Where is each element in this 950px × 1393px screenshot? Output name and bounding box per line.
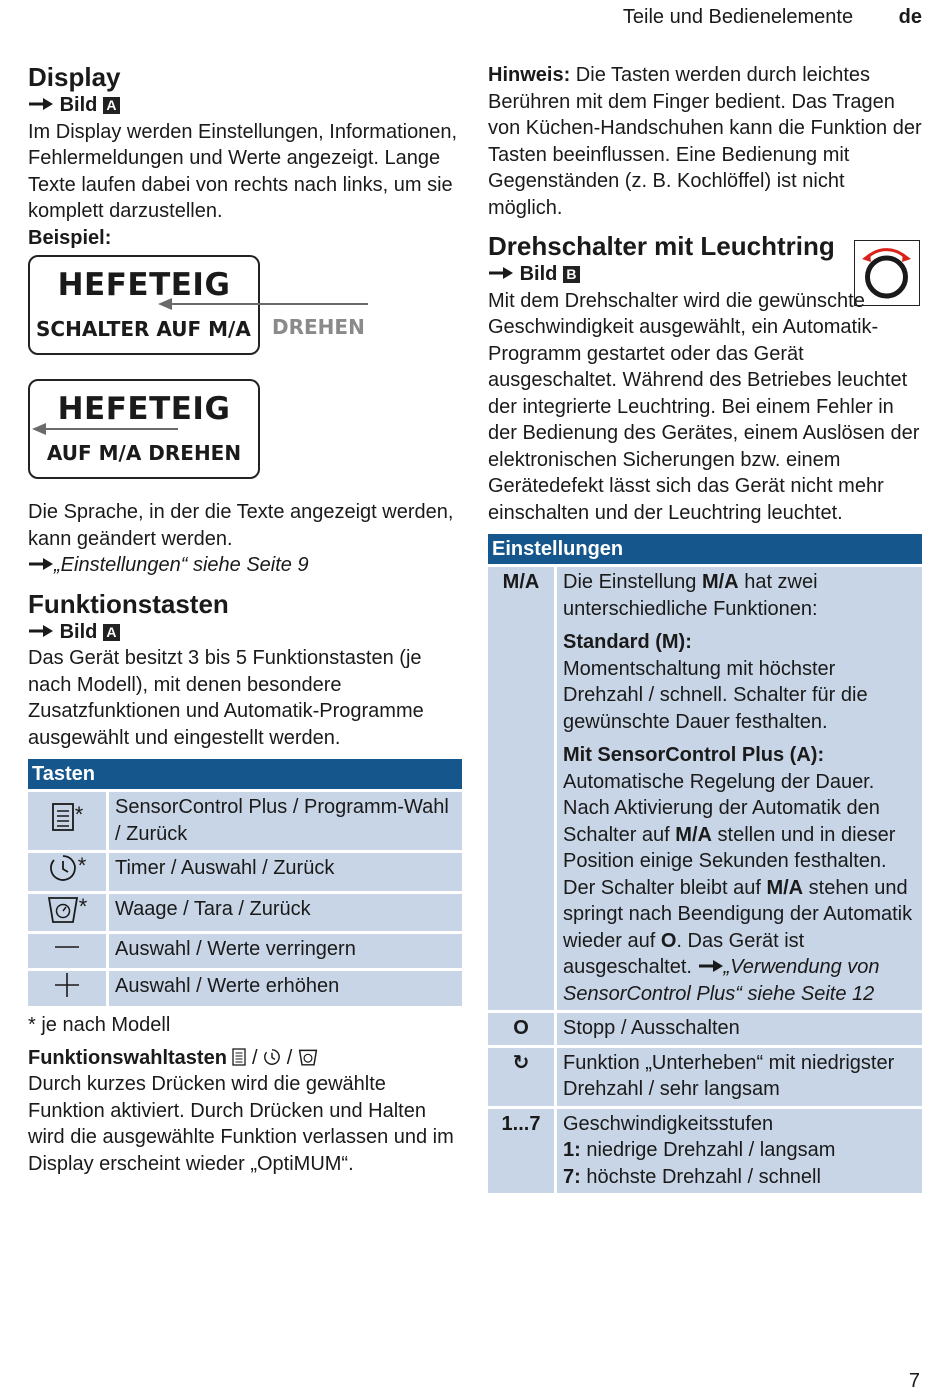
- figure-word: Bild: [519, 263, 558, 285]
- settings-ref-text: „Einstellungen“ siehe Seite 9: [54, 554, 309, 576]
- hinweis-label: Hinweis:: [488, 64, 571, 86]
- figure-letter-badge: A: [103, 624, 120, 641]
- display-line-2: SCHALTER AUF M/A: [36, 317, 251, 341]
- scroll-left-arrow-icon: [32, 422, 178, 436]
- key-icon-cell: [28, 969, 108, 1006]
- icon-separator: /: [286, 1046, 293, 1069]
- key-icon-cell: [28, 852, 108, 893]
- figure-letter-badge: B: [563, 266, 580, 283]
- rotary-knob-icon: [854, 240, 920, 306]
- arrow-right-icon: [28, 624, 54, 638]
- display-line-1: HEFETEIG: [57, 267, 231, 303]
- plus-icon: [53, 971, 81, 999]
- ma-intro: Die Einstellung M/A hat zwei unterschiedliche Funktionen:: [563, 571, 818, 620]
- model-star: *: [74, 802, 84, 828]
- tasten-table: [28, 759, 462, 1006]
- display-heading: Display: [28, 62, 121, 92]
- figure-word: Bild: [59, 620, 98, 643]
- key-label: Auswahl / Werte erhöhen: [108, 969, 463, 1006]
- arrow-right-icon: [698, 959, 724, 973]
- display-example-1: [28, 251, 462, 375]
- scale-icon: [47, 894, 79, 924]
- display-text: Im Display werden Einstellungen, Informationen, Fehlermeldungen und Werte angezeigt. Lange Texte laufen dabei von rechts nach links, um sie komplett darzustellen.: [28, 120, 458, 222]
- off-symbol: O: [660, 929, 677, 952]
- standard-heading: Standard (M):: [563, 631, 692, 653]
- setting-description: Stopp / Ausschalten: [556, 1012, 923, 1047]
- funktionswahl-text: Durch kurzes Drücken wird die gewählte Funktion aktiviert. Durch Drücken und Halten wird die ausgewählte Funktion verlassen und im Display erscheint wieder „OptiMUM“.: [28, 1073, 454, 1175]
- right-column: [488, 62, 922, 1193]
- display-example-2: [28, 375, 462, 499]
- funktionstasten-figure-ref: [28, 619, 462, 646]
- funktionswahl-heading-line: [28, 1045, 462, 1072]
- setting-description: Funktion „Unterheben“ mit niedrigster Drehzahl / sehr langsam: [556, 1046, 923, 1107]
- key-icon-cell: [28, 892, 108, 933]
- arrow-right-icon: [488, 266, 514, 280]
- tasten-table-title: Tasten: [28, 759, 462, 789]
- table-row: [28, 969, 462, 1006]
- setting-key: O: [488, 1012, 556, 1047]
- table-row: [28, 852, 462, 893]
- settings-ref: [28, 552, 462, 579]
- scrolled-out-text: DREHEN: [272, 315, 365, 339]
- page-number: 7: [908, 1370, 920, 1392]
- setting-key: 1...7: [488, 1107, 556, 1193]
- example-label: Beispiel:: [28, 226, 112, 249]
- funktionstasten-heading: Funktionstasten: [28, 588, 229, 619]
- funktionstasten-text: Das Gerät besitzt 3 bis 5 Funktionstasten (je nach Modell), mit denen besondere Zusatzfunktionen und Automatik-Programme ausgewählt und eingestellt werden.: [28, 647, 424, 749]
- key-label: Waage / Tara / Zurück: [108, 892, 463, 933]
- model-footnote: * je nach Modell: [28, 1014, 171, 1036]
- funktionswahl-heading: Funktionswahltasten: [28, 1046, 227, 1069]
- sensorcontrol-heading: Mit SensorControl Plus (A):: [563, 744, 825, 766]
- einstellungen-table: [488, 534, 922, 1193]
- drehschalter-heading: Drehschalter mit Leuchtring: [488, 231, 835, 261]
- key-label: SensorControl Plus / Programm-Wahl / Zurück: [108, 791, 463, 852]
- timer-icon: [48, 853, 78, 883]
- scroll-left-arrow-icon: [158, 297, 370, 311]
- setting-key: M/A: [488, 566, 556, 1012]
- program-icon: [51, 802, 75, 832]
- setting-description: [556, 566, 923, 1012]
- icon-separator: /: [252, 1046, 258, 1069]
- left-column: [28, 62, 462, 1177]
- table-row: [488, 1046, 922, 1107]
- key-icon-cell: [28, 933, 108, 970]
- minus-icon: [53, 934, 81, 960]
- timer-icon: [263, 1048, 281, 1066]
- sensorcontrol-text: Automatische Regelung der Dauer. Nach Aktivierung der Automatik den Schalter auf M/A stellen und in dieser Position einige Sekunden festhalten. Der Schalter bleibt auf M/A stehen und springt nach Beendigung der Automatik wieder auf O. Das Gerät ist ausgeschaltet. „Verwendung von SensorControl Plus“ siehe Seite 12: [563, 770, 913, 1005]
- arrow-right-icon: [28, 97, 54, 111]
- einstellungen-table-title: Einstellungen: [488, 534, 922, 564]
- table-row: [488, 566, 922, 1012]
- table-row: [28, 933, 462, 970]
- language-code: de: [898, 6, 922, 28]
- standard-text: Momentschaltung mit höchster Drehzahl / schnell. Schalter für die gewünschte Dauer festhalten.: [563, 657, 868, 733]
- table-row: [28, 892, 462, 933]
- hinweis-note: [488, 62, 922, 221]
- key-label: Auswahl / Werte verringern: [108, 933, 463, 970]
- figure-letter-badge: A: [103, 97, 120, 114]
- table-row: [488, 1107, 922, 1193]
- hinweis-text: Die Tasten werden durch leichtes Berühren mit dem Finger bedient. Das Tragen von Küchen-Handschuhen kann die Funktion der Tasten beeinflussen. Eine Bedienung mit Gegenständen (z. B. Kochlöffel) ist nicht möglich.: [488, 64, 922, 219]
- table-row: [488, 1012, 922, 1047]
- figure-word: Bild: [59, 94, 98, 116]
- arrow-right-icon: [28, 557, 54, 571]
- model-star: *: [77, 853, 87, 878]
- program-icon: [232, 1048, 246, 1066]
- table-row: [28, 791, 462, 852]
- scale-icon: [298, 1048, 318, 1066]
- drehschalter-text: Mit dem Drehschalter wird die gewünschte Geschwindigkeit ausgewählt, ein Automatik-Programm gestartet oder das Gerät ausgeschaltet. Während des Betriebes leuchtet der integrierte Leuchtring. Bei einem Fehler in der Bedienung des Gerätes, einem Auslösen der elektronischen Sicherungen bzw. einem Gerätedefekt lässt sich das Gerät nicht mehr einschalten und der Leuchtring leuchtet.: [488, 289, 920, 524]
- model-star: *: [78, 893, 88, 919]
- display-figure-ref: [28, 92, 462, 119]
- key-icon-cell: [28, 791, 108, 852]
- section-title: Teile und Bedienelemente: [622, 6, 854, 28]
- page-header: [623, 6, 922, 29]
- display-line-2: AUF M/A DREHEN: [46, 441, 242, 465]
- sensorcontrol-ref: „Verwendung von SensorControl Plus“ siehe Seite 12: [563, 956, 880, 1005]
- language-text: Die Sprache, in der die Texte angezeigt werden, kann geändert werden.: [28, 501, 454, 550]
- key-label: Timer / Auswahl / Zurück: [108, 852, 463, 893]
- setting-description: Geschwindigkeitsstufen 1: niedrige Drehzahl / langsam 7: höchste Drehzahl / schnell: [556, 1107, 923, 1193]
- fold-symbol-icon: ↻: [488, 1046, 556, 1107]
- display-line-1: HEFETEIG: [57, 391, 231, 427]
